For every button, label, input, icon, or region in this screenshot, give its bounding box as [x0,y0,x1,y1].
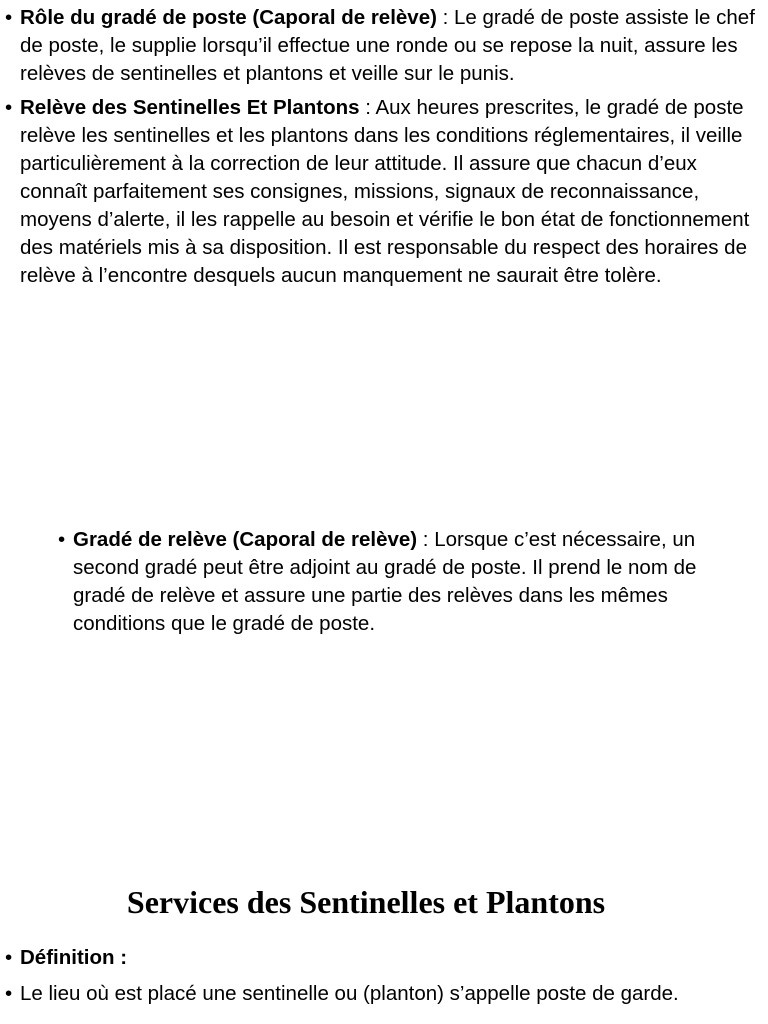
bullet-text: : Aux heures prescrites, le gradé de poste relève les sentinelles et les plantons dans les conditions réglementaires, il veille particulièrement à la correction de leur attitude. Il assure que chacun d’eux connaît parfaitement ses consignes, missions, signaux de reconnaissance, moyens d’alerte, il les rappelle au besoin et vérifie le bon état de fonctionnement des matériels mis à sa disposition. Il est responsable du respect des horaires de relève à l’encontre desquels aucun manquement ne saurait être tolère. [20,96,750,287]
bullet-marker: • [5,982,13,1005]
bullet-heading: Gradé de relève (Caporal de relève) [73,528,418,551]
bullet-definition-text [5,980,762,1008]
bullet-grade-de-releve [58,526,713,638]
bullet-text: : Le gradé de poste assiste le chef de poste, le supplie lorsqu’il effectue une ronde ou se repose la nuit, assure les relèves de sentinelles et plantons et veille sur le punis. [20,6,755,85]
bullet-marker: • [5,96,13,119]
definition-text: Le lieu où est placé une sentinelle ou (planton) s’appelle poste de garde. [20,982,679,1005]
bullet-heading: Relève des Sentinelles Et Plantons [20,96,360,119]
definition-label: Définition : [20,946,128,969]
bullet-releve-sentinelles [5,94,762,290]
bullet-text: : Lorsque c’est nécessaire, un second gradé peut être adjoint au gradé de poste. Il prend le nom de gradé de relève et assure une partie des relèves dans les mêmes conditions que le gradé de poste. [73,528,697,635]
bullet-marker: • [5,6,13,29]
bullet-heading: Rôle du gradé de poste (Caporal de relève) [20,6,437,29]
bullet-role-grade-de-poste [5,4,762,88]
bullet-definition-label [5,944,762,972]
bullet-marker: • [5,946,13,969]
bullet-marker: • [58,528,66,551]
section-title: Services des Sentinelles et Plantons [126,884,606,920]
